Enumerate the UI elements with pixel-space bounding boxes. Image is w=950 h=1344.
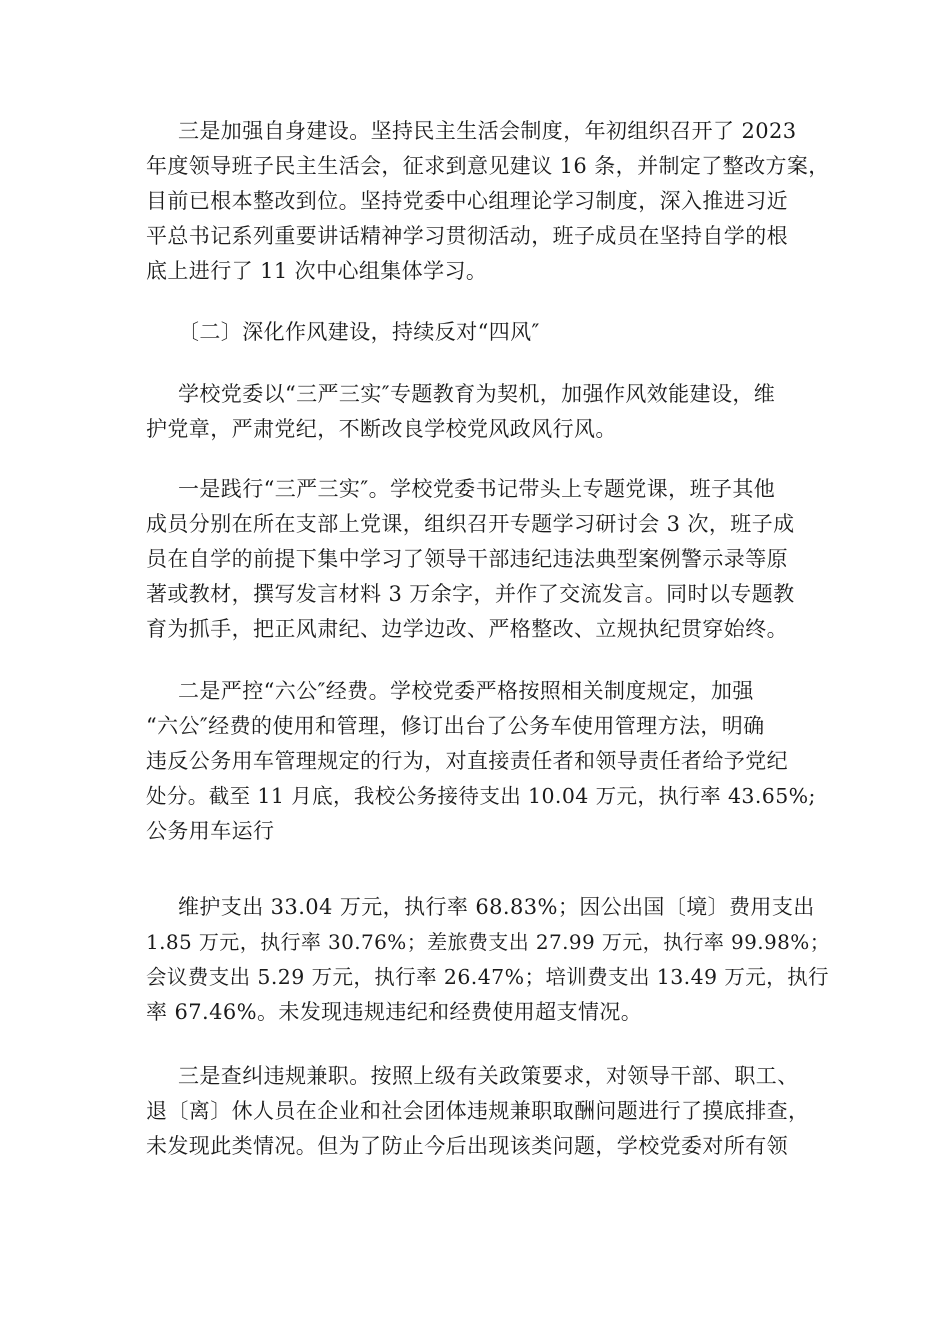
text-line: “六公″经费的使用和管理，修订出台了公务车使用管理方法，明确 <box>146 714 765 738</box>
text-line: 率 67.46%。未发现违规违纪和经费使用超支情况。 <box>146 1000 643 1024</box>
text-line: 目前已根本整改到位。坚持党委中心组理论学习制度，深入推进习近 <box>146 189 788 213</box>
text-line: 退〔离〕休人员在企业和社会团体违规兼职取酬问题进行了摸底排查， <box>146 1099 810 1123</box>
text-line: 一是践行“三严三实″。学校党委书记带头上专题党课，班子其他 <box>178 477 776 501</box>
text-line: 三是加强自身建设。坚持民主生活会制度，年初组织召开了 2023 <box>178 119 797 143</box>
text-line: 维护支出 33.04 万元，执行率 68.83%；因公出国〔境〕费用支出 <box>178 895 815 919</box>
text-line: 著或教材，撰写发言材料 3 万余字，并作了交流发言。同时以专题教 <box>146 582 795 606</box>
text-line: 护党章，严肃党纪，不断改良学校党风政风行风。 <box>146 417 617 441</box>
text-line: 1.85 万元，执行率 30.76%；差旅费支出 27.99 万元，执行率 99.98%； <box>146 930 831 954</box>
text-line: 未发现此类情况。但为了防止今后出现该类问题，学校党委对所有领 <box>146 1134 788 1158</box>
text-line: 底上进行了 11 次中心组集体学习。 <box>146 259 488 283</box>
text-line: 员在自学的前提下集中学习了领导干部违纪违法典型案例警示录等原 <box>146 547 788 571</box>
text-line: 平总书记系列重要讲话精神学习贯彻活动，班子成员在坚持自学的根 <box>146 224 788 248</box>
text-line: 成员分别在所在支部上党课，组织召开专题学习研讨会 3 次，班子成 <box>146 512 795 536</box>
text-line: 会议费支出 5.29 万元，执行率 26.47%；培训费支出 13.49 万元，执行 <box>146 965 829 989</box>
text-line: 处分。截至 11 月底，我校公务接待支出 10.04 万元，执行率 43.65%; <box>146 784 816 808</box>
text-line: 二是严控“六公″经费。学校党委严格按照相关制度规定，加强 <box>178 679 754 703</box>
text-line: 违反公务用车管理规定的行为，对直接责任者和领导责任者给予党纪 <box>146 749 788 773</box>
text-line: 学校党委以“三严三实″专题教育为契机，加强作风效能建设，维 <box>178 382 776 406</box>
text-line: 三是查纠违规兼职。按照上级有关政策要求，对领导干部、职工、 <box>178 1064 799 1088</box>
text-line: 公务用车运行 <box>146 819 275 843</box>
text-line: 育为抓手，把正风肃纪、边学边改、严格整改、立规执纪贯穿始终。 <box>146 617 788 641</box>
section-heading: 〔二〕深化作风建设，持续反对“四风″ <box>178 320 540 344</box>
text-line: 年度领导班子民主生活会，征求到意见建议 16 条，并制定了整改方案， <box>146 154 830 178</box>
